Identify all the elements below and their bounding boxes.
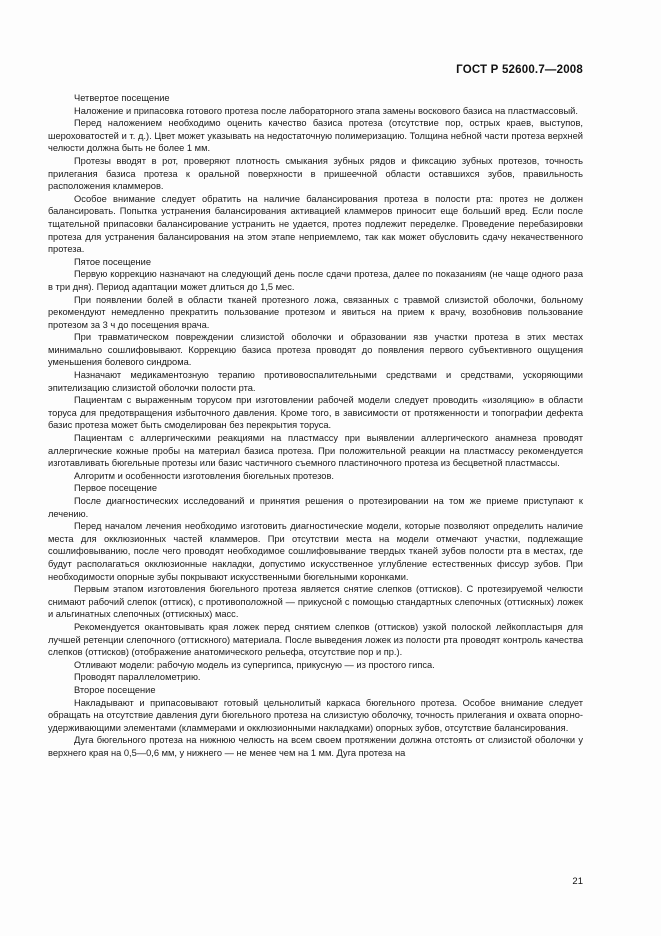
- section-heading: Пятое посещение: [74, 256, 152, 267]
- section-heading: Второе посещение: [74, 684, 156, 695]
- paragraph: Первым этапом изготовления бюгельного протеза является снятие слепков (оттисков). С протезируемой челюсти снимают рабочий слепок (оттиск), с противоположной — прикусной с помощью стандартных слепочных (оттискных) ложек и альгинатных слепочных (оттискных) масс.: [48, 584, 583, 620]
- document-body: [48, 92, 583, 759]
- paragraph: Накладывают и припасовывают готовый цельнолитый каркаса бюгельного протеза. Особое внимание следует обращать на отсутствие давления дуги бюгельного протеза на слизистую оболочку, точность прилегания и охвата опорно-удерживающими элементами (кламмерами и окклюзионными накладками) опорных зубов, отсутствие балансирования.: [48, 697, 583, 733]
- standard-header: ГОСТ Р 52600.7—2008: [456, 64, 583, 76]
- paragraph: Перед началом лечения необходимо изготовить диагностические модели, которые позволяют определить наличие места для окклюзионных частей кламмеров. При отсутствии места на модели отмечают участки, подлежащие сошлифовыванию, после чего проводят необходимое сошлифовывание твердых тканей зубов полости рта в местах, где будут располагаться окклюзионные накладки, допустимо искусственное углубление естественных фиссур зубов. При необходимости опорные зубы покрывают искусственными бюгельными коронками.: [48, 521, 583, 582]
- paragraph: Проводят параллелометрию.: [74, 672, 201, 683]
- paragraph: Перед наложением необходимо оценить качество базиса протеза (отсутствие пор, острых краев, выступов, шероховатостей и т. д.). Цвет может указывать на недостаточную полимеризацию. Толщина небной части протеза верхней челюсти должна быть не более 1 мм.: [48, 118, 583, 154]
- section-heading: Первое посещение: [74, 483, 158, 494]
- paragraph: Отливают модели: рабочую модель из супергипса, прикусную — из простого гипса.: [74, 659, 435, 670]
- paragraph: После диагностических исследований и принятия решения о протезировании на том же приеме приступают к лечению.: [48, 496, 583, 519]
- paragraph: Рекомендуется окантовывать края ложек перед снятием слепков (оттисков) узкой полоской лейкопластыря для лучшей ретенции слепочного (оттискного) материала. После выведения ложек из полости рта проводят контроль качества слепков (оттисков) (отображение анатомического рельефа, отсутствие пор и пр.).: [48, 621, 583, 658]
- paragraph: Пациентам с выраженным торусом при изготовлении рабочей модели следует проводить «изоляцию» в области торуса для предотвращения избыточного давления. Кроме того, в зависимости от протяженности и топографии дефекта базис протеза может быть смоделирован без перекрытия торуса.: [48, 395, 583, 431]
- paragraph: Назначают медикаментозную терапию противовоспалительными средствами и средствами, ускоряющими эпителизацию слизистой оболочки полости рта.: [48, 370, 583, 393]
- paragraph: При травматическом повреждении слизистой оболочки и образовании язв участки протеза в этих местах минимально сошлифовывают. Коррекцию базиса протеза проводят до появления первого субъективного ощущения уменьшения болевого синдрома.: [48, 332, 583, 368]
- paragraph: При появлении болей в области тканей протезного ложа, связанных с травмой слизистой оболочки, больному рекомендуют немедленно прекратить пользование протезом и явиться на прием к врачу, возобновив пользование протезом за 3 ч до посещения врача.: [48, 294, 583, 330]
- paragraph: Алгоритм и особенности изготовления бюгельных протезов.: [74, 470, 334, 481]
- paragraph: Особое внимание следует обратить на наличие балансирования протеза в полости рта: протез не должен балансировать. Попытка устранения балансирования активацией кламмеров приносит еще больший вред. Если после тщательной припасовки балансирование устранить не удается, протез подлежит переделке. Проведение перебазировки протеза для устранения балансирования на этом этапе неприемлемо, так как может обусловить сдачу некачественного протеза.: [48, 193, 583, 255]
- paragraph: Пациентам с аллергическими реакциями на пластмассу при выявлении аллергического анамнеза проводят аллергические кожные пробы на материал базиса протеза. При положительной реакции на пластмассу рекомендуется изготавливать бюгельные протезы или базис частичного съемного пластиночного протеза из бесцветной пластмассы.: [48, 433, 583, 469]
- paragraph: Наложение и припасовка готового протеза после лабораторного этапа замены воскового базиса на пластмассовый.: [74, 105, 578, 116]
- paragraph: Дуга бюгельного протеза на нижнюю челюсть на всем своем протяжении должна отстоять от слизистой оболочки у верхнего края на 0,5—0,6 мм, у нижнего — не менее чем на 1 мм. Дуга протеза на: [48, 735, 583, 758]
- paragraph: Протезы вводят в рот, проверяют плотность смыкания зубных рядов и фиксацию зубных протезов, точность прилегания базиса протеза к оральной поверхности в пришеечной области оставшихся зубов, правильность расположения кламмеров.: [48, 155, 583, 192]
- section-heading: Четвертое посещение: [74, 93, 170, 103]
- page-number: 21: [572, 876, 583, 887]
- paragraph: Первую коррекцию назначают на следующий день после сдачи протеза, далее по показаниям (не чаще одного раза в три дня). Период адаптации может длиться до 1,5 мес.: [48, 269, 583, 292]
